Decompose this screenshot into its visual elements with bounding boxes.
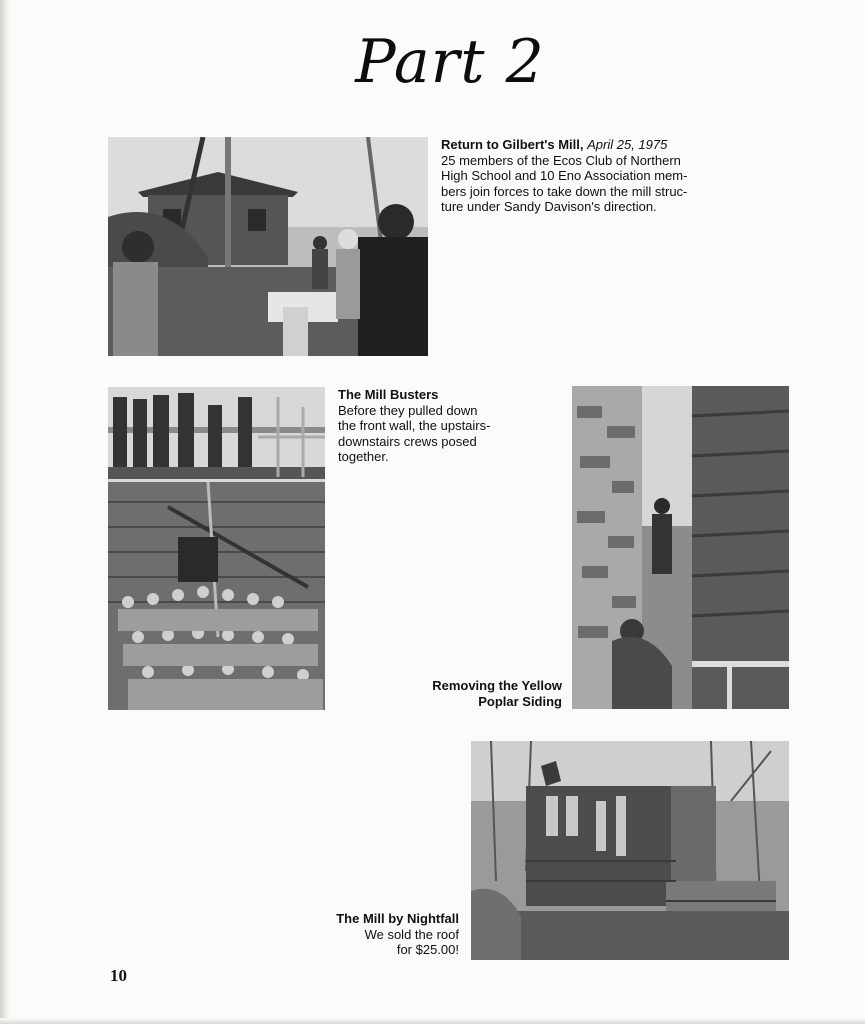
photo-gilberts-mill-group xyxy=(108,137,428,356)
page-bottom-edge xyxy=(0,1018,865,1024)
caption-line: downstairs crews posed xyxy=(338,433,477,449)
caption-gilberts-mill xyxy=(441,137,771,215)
caption-removing-siding xyxy=(380,678,562,709)
caption-mill-busters xyxy=(338,387,568,465)
caption-line: High School and 10 Eno Association mem- xyxy=(441,168,688,183)
caption-line: for $25.00! xyxy=(396,942,459,957)
caption-gilberts-mill-heading: Return to Gilbert's Mill, xyxy=(441,137,584,152)
page-binding-edge xyxy=(0,0,10,1024)
caption-nightfall-heading: The Mill by Nightfall xyxy=(336,911,459,926)
caption-line: bers join forces to take down the mill struc- xyxy=(441,183,688,199)
caption-line: 25 members of the Ecos Club of Northern xyxy=(441,152,681,168)
caption-nightfall xyxy=(280,911,459,958)
caption-line: together. xyxy=(338,449,389,464)
page-title: Part 2 xyxy=(355,27,545,97)
caption-gilberts-mill-date: April 25, 1975 xyxy=(587,137,668,152)
caption-line: ture under Sandy Davison's direction. xyxy=(441,199,657,214)
page-number: 10 xyxy=(110,966,127,985)
caption-mill-busters-heading: The Mill Busters xyxy=(338,387,439,402)
photo-mill-busters xyxy=(108,387,325,710)
caption-line: We sold the roof xyxy=(364,926,459,942)
photo-mill-by-nightfall xyxy=(471,741,789,960)
caption-line: Removing the Yellow xyxy=(432,678,562,693)
caption-line: Before they pulled down xyxy=(338,402,478,418)
caption-line: Poplar Siding xyxy=(478,693,562,709)
photo-removing-siding xyxy=(572,386,789,709)
caption-line: the front wall, the upstairs- xyxy=(338,418,491,433)
